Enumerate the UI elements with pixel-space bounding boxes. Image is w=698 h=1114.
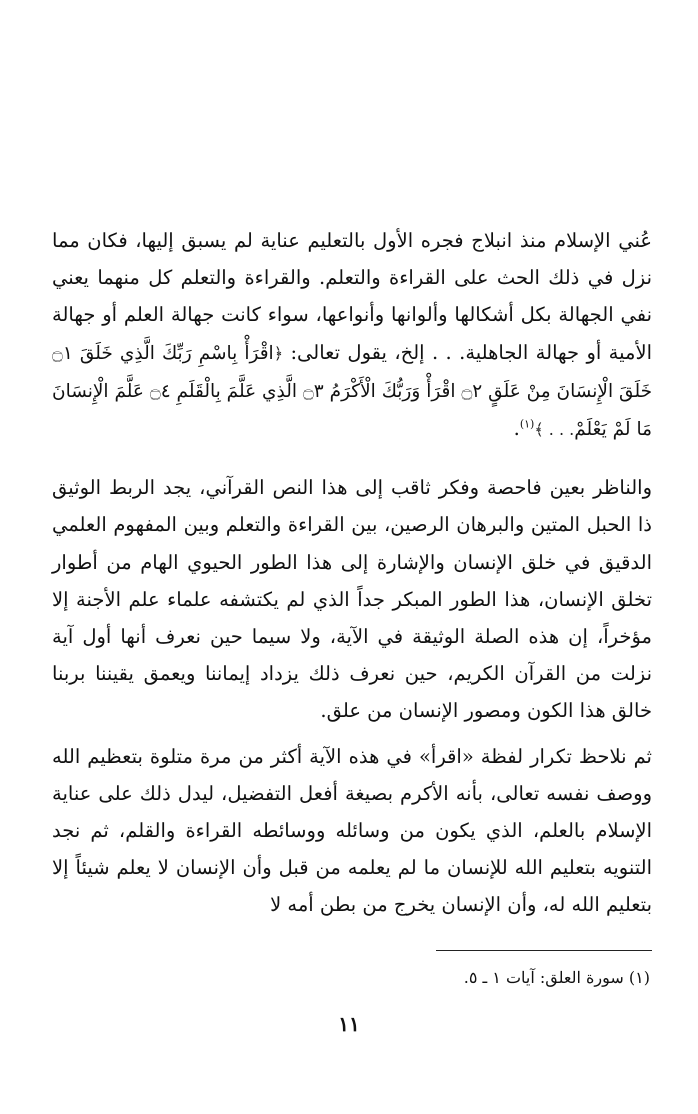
paragraph-3: ثم نلاحظ تكرار لفظة «اقرأ» في هذه الآية أكثر من مرة متلوة بتعظيم الله ووصف نفسه تعالى، بأنه الأكرم بصيغة أفعل التفضيل، ليدل ذلك على عناية الإسلام بالعلم، الذي يكون من وسائله ووسائطه القراءة والقلم، ثم نجد التنويه بتعليم الله للإنسان ما لم يعلمه من قبل وأن الإنسان لا يعلم شيئاً إلا بتعليم الله له، وأن الإنسان يخرج من بطن أمه لا [52,744,652,917]
footnote: (١) سورة العلق: آيات ١ ـ ٥. [463,968,650,987]
paragraph-1-intro: عُني الإسلام منذ انبلاج فجره الأول بالتعليم عناية لم يسبق إليها، فكان مما نزل في ذلك الحث على القراءة والتعلم. والقراءة والتعلم كل منهما يعني نفي الجهالة بكل أشكالها وألوانها وأنواعها، سواء كانت جهالة العلم أو جهالة الأمية أو جهالة الجاهلية. . . إلخ، يقول تعالى: [52,229,652,364]
page-number: ١١ [338,1012,360,1036]
footnote-reference[interactable]: (١) [519,417,535,431]
verse-close-bracket: . . . ﴾ [534,420,575,440]
paragraph-1 [52,222,652,448]
page-body [52,222,652,924]
quran-verse: اقْرَأْ بِاسْمِ رَبِّكَ الَّذِي خَلَقَ ۝١ خَلَقَ الْإِنسَانَ مِنْ عَلَقٍ ۝٢ اقْرَأْ وَرَبُّكَ الْأَكْرَمُ ۝٣ الَّذِي عَلَّمَ بِالْقَلَمِ ۝٤ عَلَّمَ الْإِنسَانَ مَا لَمْ يَعْلَمْ [52,342,652,441]
footnote-divider [436,950,652,951]
verse-open-bracket: ﴿ [273,343,284,363]
paragraph-2: والناظر بعين فاحصة وفكر ثاقب إلى هذا النص القرآني، يجد الربط الوثيق ذا الحبل المتين والبرهان الرصين، بين القراءة والتعلم وبين المفهوم العلمي الدقيق في خلق الإنسان والإشارة إلى هذا الطور الحيوي الهام من أطوار تخلق الإنسان، هذا الطور المبكر جداً الذي لم يكتشفه علماء علم الأجنة إلا مؤخراً، إن هذه الصلة الوثيقة في الآية، ولا سيما حين نعرف أنها أول آية نزلت من القرآن الكريم، حين نعرف ذلك يزداد إيماننا ويعمق يقيننا بربنا خالق هذا الكون ومصور الإنسان من علق. [52,476,652,723]
paragraph-1-end: . [513,417,520,441]
